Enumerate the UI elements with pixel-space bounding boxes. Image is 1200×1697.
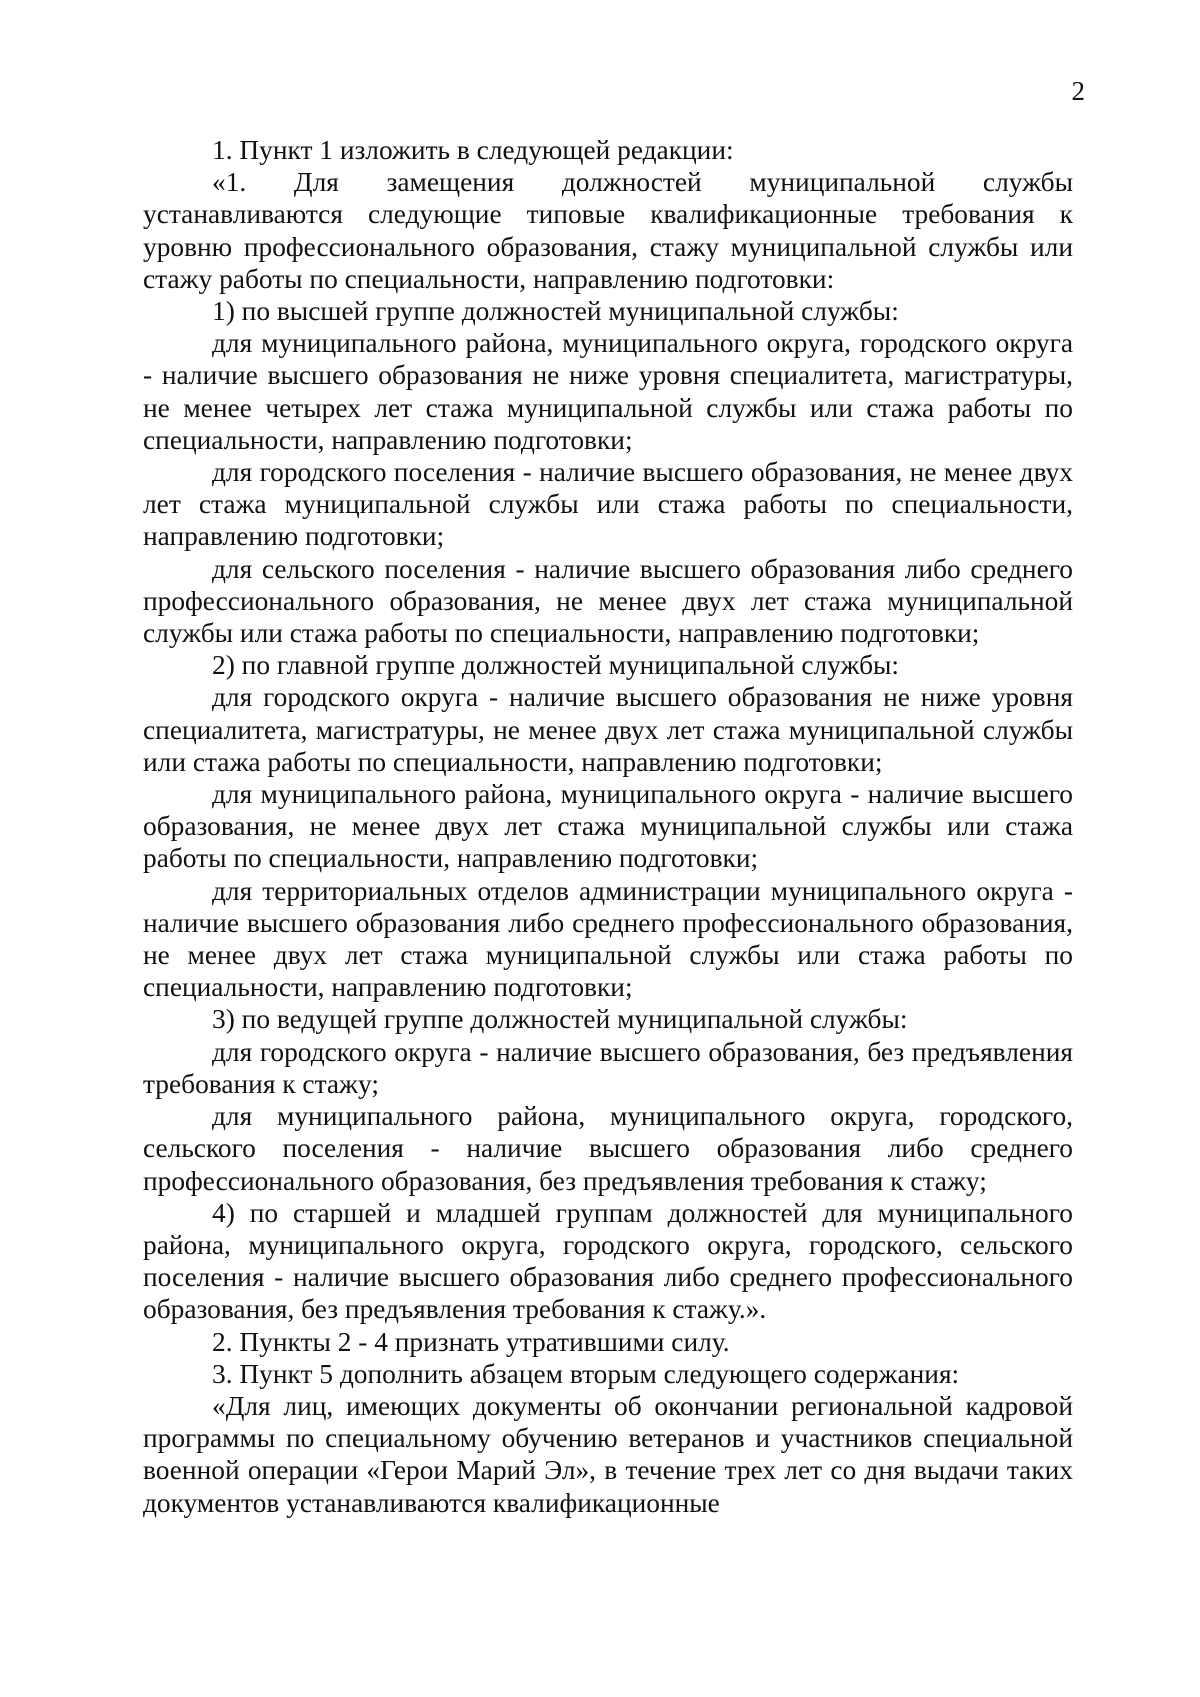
paragraph: «Для лиц, имеющих документы об окончании региональной кадровой программы по специальному обучению ветеранов и участников специальной военной операции «Герои Марий Эл», в течение трех лет со дня выдачи таких документов устанавливаются квалификационные [143, 1390, 1073, 1518]
paragraph: для городского поселения - наличие высшего образования, не менее двух лет стажа муниципальной службы или стажа работы по специальности, направлению подготовки; [143, 457, 1073, 552]
paragraph: для муниципального района, муниципального округа - наличие высшего образования, не менее двух лет стажа муниципальной службы или стажа работы по специальности, направлению подготовки; [143, 779, 1073, 874]
paragraph: 1. Пункт 1 изложить в следующей редакции: [212, 135, 734, 165]
paragraph: 4) по старшей и младшей группам должностей для муниципального района, муниципального округа, городского округа, городского, сельского поселения - наличие высшего образования либо среднего профессионального образования, без предъявления требования к стажу.». [143, 1197, 1073, 1325]
paragraph: 1) по высшей группе должностей муниципальной службы: [212, 296, 899, 327]
paragraph: для городского округа - наличие высшего образования, без предъявления требования к стажу; [143, 1036, 1073, 1099]
document-body [143, 134, 1073, 1519]
paragraph: 3) по ведущей группе должностей муниципальной службы: [212, 1004, 908, 1035]
paragraph: для муниципального района, муниципального округа, городского округа - наличие высшего образования не ниже уровня специалитета, магистратуры, не менее четырех лет стажа муниципальной службы или стажа работы по специальности, направлению подготовки; [143, 328, 1073, 455]
paragraph: для территориальных отделов администрации муниципального округа - наличие высшего образования либо среднего профессионального образования, не менее двух лет стажа муниципальной службы или стажа работы по специальности, направлению подготовки; [143, 875, 1073, 1003]
paragraph: для городского округа - наличие высшего образования не ниже уровня специалитета, магистратуры, не менее двух лет стажа муниципальной службы или стажа работы по специальности, направлению подготовки; [143, 682, 1073, 777]
page-number: 2 [1071, 76, 1085, 106]
paragraph: 2. Пункты 2 - 4 признать утратившими силу. [212, 1326, 730, 1357]
paragraph: для сельского поселения - наличие высшего образования либо среднего профессионального образования, не менее двух лет стажа муниципальной службы или стажа работы по специальности, направлению подготовки; [143, 553, 1073, 649]
paragraph: «1. Для замещения должностей муниципальной службы устанавливаются следующие типовые квалификационные требования к уровню профессионального образования, стажу муниципальной службы или стажу работы по специальности, направлению подготовки: [143, 167, 1073, 294]
paragraph: 2) по главной группе должностей муниципальной службы: [212, 650, 900, 681]
paragraph: для муниципального района, муниципального округа, городского, сельского поселения - наличие высшего образования либо среднего профессионального образования, без предъявления требования к стажу; [143, 1101, 1073, 1196]
paragraph: 3. Пункт 5 дополнить абзацем вторым следующего содержания: [212, 1358, 960, 1389]
